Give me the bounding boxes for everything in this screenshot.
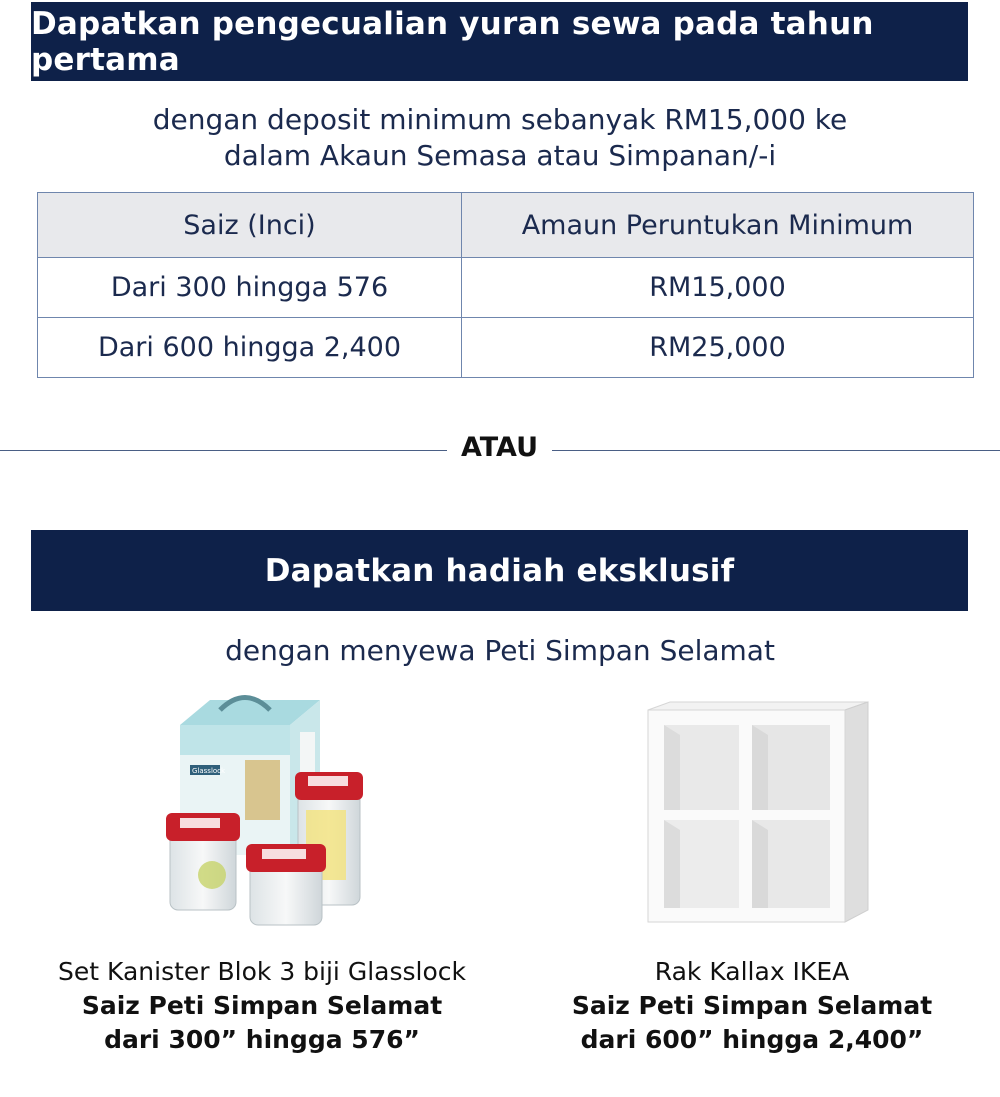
gift-size-range: dari 300” hingga 576” bbox=[104, 1025, 420, 1054]
table-cell-size: Dari 600 hingga 2,400 bbox=[38, 318, 462, 378]
table-row bbox=[38, 318, 974, 378]
box-brand-text: Glasslock bbox=[192, 767, 226, 775]
gift-size-range: dari 600” hingga 2,400” bbox=[580, 1025, 924, 1054]
table-header-size: Saiz (Inci) bbox=[38, 193, 462, 258]
table-cell-size: Dari 300 hingga 576 bbox=[38, 258, 462, 318]
gift-banner-title: Dapatkan hadiah eksklusif bbox=[264, 552, 735, 589]
gift-size-label: Saiz Peti Simpan Selamat bbox=[81, 991, 443, 1020]
divider-line-left bbox=[0, 450, 447, 451]
gift-subtitle: dengan menyewa Peti Simpan Selamat bbox=[225, 634, 775, 667]
waiver-subtitle bbox=[0, 102, 1000, 174]
waiver-subtitle-line2: dalam Akaun Semasa atau Simpanan/-i bbox=[223, 139, 777, 172]
canister-left bbox=[166, 813, 240, 910]
table-header-row bbox=[38, 193, 974, 258]
waiver-banner bbox=[31, 2, 968, 81]
table-cell-amount: RM15,000 bbox=[462, 258, 974, 318]
gift-size-label: Saiz Peti Simpan Selamat bbox=[571, 991, 933, 1020]
ikea-kallax-image bbox=[640, 680, 880, 930]
gift-name: Rak Kallax IKEA bbox=[654, 957, 850, 986]
waiver-subtitle-line1: dengan deposit minimum sebanyak RM15,000 ke bbox=[152, 103, 848, 136]
canister-front bbox=[246, 844, 326, 925]
table-header-amount: Amaun Peruntukan Minimum bbox=[462, 193, 974, 258]
gift-banner bbox=[31, 530, 968, 611]
divider-line-right bbox=[552, 450, 1000, 451]
table-row bbox=[38, 258, 974, 318]
or-separator-label: ATAU bbox=[460, 432, 539, 463]
table-cell-amount: RM25,000 bbox=[462, 318, 974, 378]
gift-name: Set Kanister Blok 3 biji Glasslock bbox=[58, 957, 466, 986]
waiver-banner-title: Dapatkan pengecualian yuran sewa pada tahun pertama bbox=[31, 5, 874, 78]
gift-caption-glasslock bbox=[22, 955, 502, 1057]
gift-caption-kallax bbox=[512, 955, 992, 1057]
deposit-table bbox=[37, 192, 974, 378]
glasslock-canister-image bbox=[150, 680, 570, 930]
